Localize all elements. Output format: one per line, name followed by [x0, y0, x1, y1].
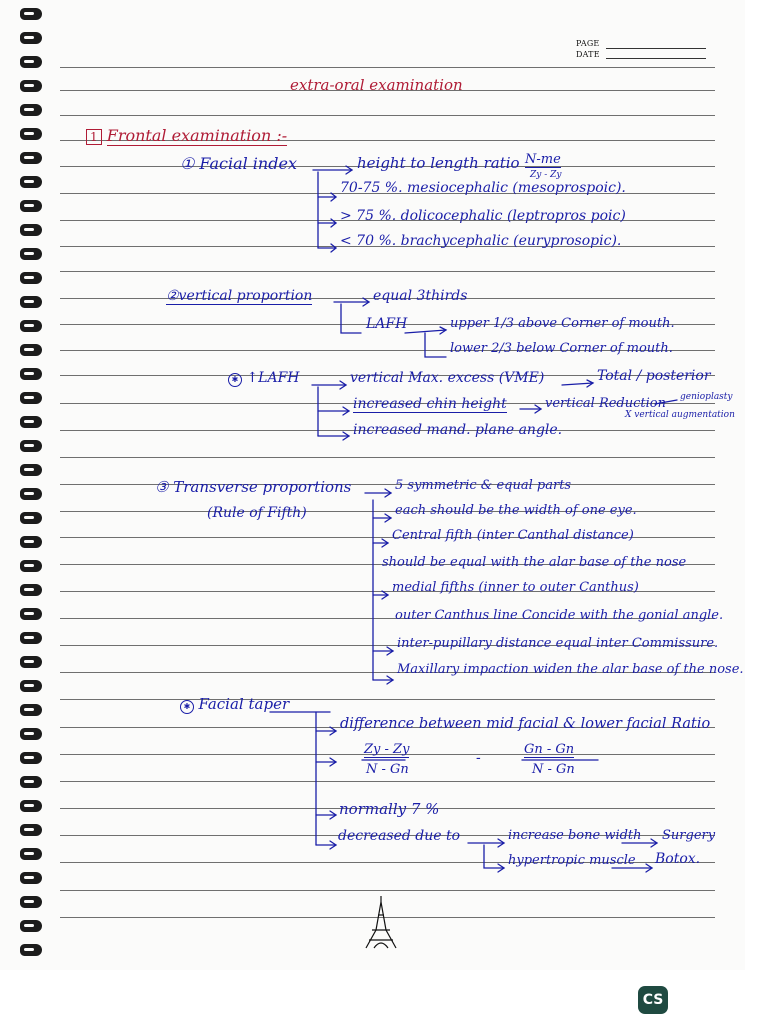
facial-index-item: 70-75 %. mesiocephalic (mesoprospoic). [340, 180, 626, 196]
taper-botox: Botox. [655, 851, 701, 867]
star-circle-icon: ✱ [228, 373, 242, 387]
lafh-mand: increased mand. plane angle. [353, 422, 563, 438]
taper-hyper: hypertropic muscle [508, 853, 636, 868]
vertical-equal: equal 3thirds [373, 288, 468, 304]
page-label: PAGE [576, 39, 600, 48]
transverse-item: inter-pupillary distance equal inter Commissure. [397, 636, 719, 651]
taper-decreased: decreased due to [338, 828, 461, 844]
facial-index-heading: ① Facial index [180, 154, 297, 173]
transverse-item: Central fifth (inter Canthal distance) [392, 528, 634, 543]
frac2-top: Gn - Gn [524, 742, 575, 757]
lafh-chin: increased chin height [353, 396, 507, 412]
facial-taper-label: Facial taper [198, 695, 290, 713]
taper-minus: - [476, 750, 481, 766]
transverse-item: each should be the width of one eye. [395, 503, 637, 518]
transverse-item: 5 symmetric & equal parts [395, 478, 572, 493]
formula-top: N-me [525, 152, 561, 167]
lafh-lower: lower 2/3 below Corner of mouth. [450, 341, 673, 356]
facial-index-ratio: height to length ratio [357, 154, 520, 172]
vertical-heading: ②vertical proportion [166, 288, 313, 304]
section-label: Frontal examination :- [106, 126, 288, 145]
transverse-heading: ③ Transverse proportions [155, 478, 352, 496]
transverse-item: should be equal with the alar base of the nose [382, 555, 687, 570]
frac1-top: Zy - Zy [364, 742, 410, 757]
taper-normally: normally 7 % [339, 800, 440, 818]
facial-index-item: < 70 %. brachycephalic (euryprosopic). [340, 233, 622, 249]
transverse-item: Maxillary impaction widen the alar base of the nose. [397, 662, 744, 677]
formula-bottom: Zy - Zy [530, 170, 562, 180]
frac2-bottom: N - Gn [532, 762, 575, 777]
section-number: 1 [86, 129, 102, 145]
lafh-label: LAFH [366, 316, 408, 332]
date-label: DATE [576, 50, 600, 59]
taper-surgery: Surgery [662, 828, 716, 843]
lafh-augment: X vertical augmentation [625, 410, 735, 420]
lafh-genioplasty: genioplasty [680, 392, 733, 402]
lafh-reduction: vertical Reduction [545, 396, 666, 411]
lafh-upper: upper 1/3 above Corner of mouth. [450, 316, 675, 331]
page-title: extra-oral examination [290, 76, 463, 94]
transverse-subheading: (Rule of Fifth) [207, 505, 307, 521]
increased-lafh-label: ↑LAFH [246, 370, 300, 386]
lafh-vme: vertical Max. excess (VME) [350, 370, 545, 386]
taper-difference: difference between mid facial & lower facial Ratio [340, 716, 711, 732]
transverse-item: medial fifths (inner to outer Canthus) [392, 580, 639, 595]
facial-index-item: > 75 %. dolicocephalic (leptropros poic) [340, 208, 626, 224]
taper-bone: increase bone width [508, 828, 642, 843]
frac1-bottom: N - Gn [366, 762, 409, 777]
lafh-total: Total / posterior [597, 368, 711, 384]
camscanner-logo: CS [638, 986, 668, 1014]
star-circle-icon: ✱ [180, 700, 194, 714]
transverse-item: outer Canthus line Concide with the gonial angle. [395, 608, 724, 623]
